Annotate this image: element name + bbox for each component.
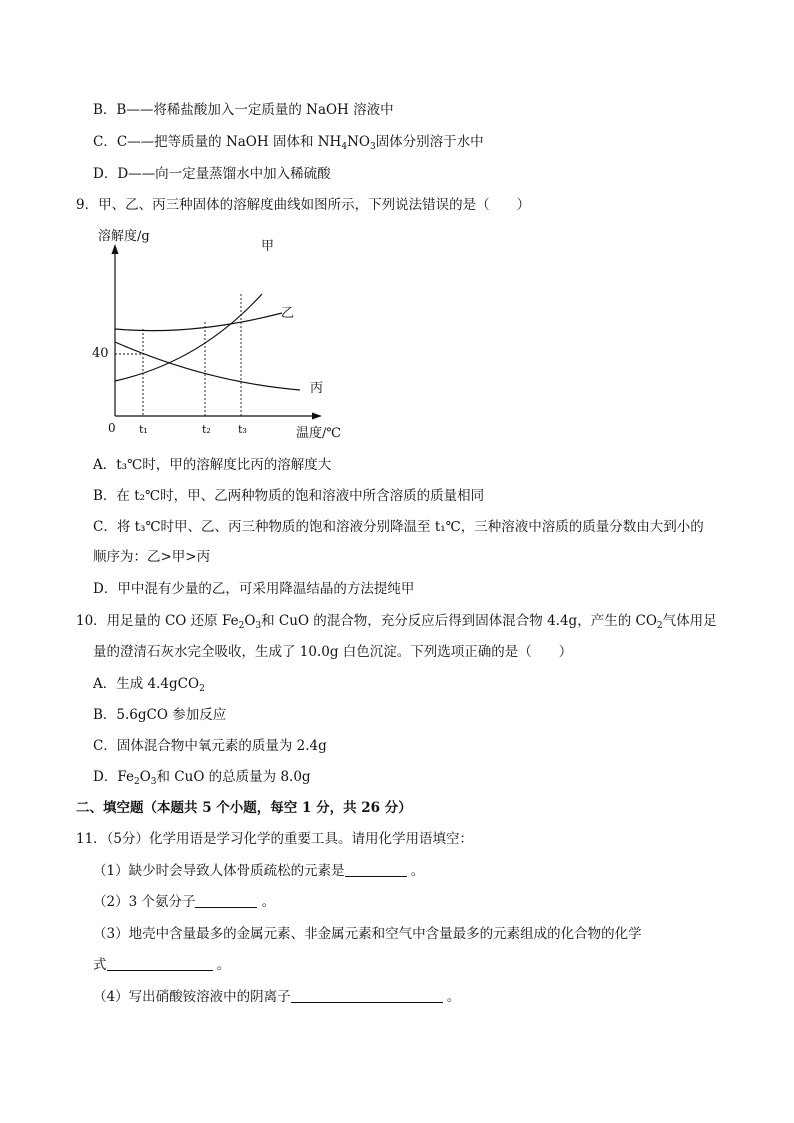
y-axis-label: 溶解度/g <box>98 229 150 244</box>
y-tick-label: 40 <box>92 346 109 361</box>
section-heading: 二、填空题（本题共 5 个小题，每空 1 分，共 26 分） <box>76 800 412 816</box>
q11-text: （2）3 个氨分子 <box>93 894 196 910</box>
subscript: 4 <box>341 142 348 152</box>
q8-option-c <box>93 133 484 151</box>
subscript: 2 <box>238 621 245 631</box>
q11-part2 <box>93 893 275 911</box>
q11-text: 。 <box>216 957 231 973</box>
subscript: 2 <box>656 621 663 631</box>
q11-text: （1）缺少时会导致人体骨质疏松的元素是 <box>93 863 345 879</box>
q10-text: O <box>244 613 256 629</box>
q11-stem: 11．（5分）化学用语是学习化学的重要工具。请用化学用语填空： <box>76 831 474 847</box>
q11-part1 <box>93 862 424 880</box>
q9-option-b: B．在 t₂℃时，甲、乙两种物质的饱和溶液中所含溶质的质量相同 <box>93 488 485 504</box>
subscript: 3 <box>369 142 376 152</box>
q9-option-c-line2: 顺序为：乙>甲>丙 <box>93 549 211 565</box>
q10-text: 和 CuO 的总质量为 8.0g <box>156 769 311 785</box>
q8-option-c-text: NO <box>347 134 370 150</box>
q10-text: 10．用足量的 CO 还原 Fe <box>76 613 239 629</box>
x-axis-arrow <box>312 413 322 420</box>
x-tick-label: t₁ <box>139 423 148 436</box>
q11-text: 。 <box>410 863 425 879</box>
x-tick-label: t₂ <box>202 423 211 436</box>
series-jia-curve <box>115 294 262 381</box>
x-axis-label: 温度/℃ <box>296 426 341 441</box>
q10-option-d <box>93 768 311 786</box>
q11-part4 <box>93 988 460 1006</box>
q10-option-a <box>93 675 205 693</box>
q10-option-c: C．固体混合物中氧元素的质量为 2.4g <box>93 738 327 754</box>
q9-option-c-line1: C．将 t₃℃时甲、乙、丙三种物质的饱和溶液分别降温至 t₁℃，三种溶液中溶质的质量分数由大到小的 <box>93 519 704 535</box>
answer-blank[interactable] <box>291 989 443 1003</box>
q11-text: 式 <box>93 957 107 973</box>
x-tick-label: t₃ <box>238 423 247 436</box>
q10-stem-line2: 量的澄清石灰水完全吸收，生成了 10.0g 白色沉淀。下列选项正确的是（ ） <box>93 644 573 660</box>
q10-stem-line1 <box>76 612 717 630</box>
q10-text: 和 CuO 的混合物，充分反应后得到固体混合物 4.4g，产生的 CO <box>261 613 657 629</box>
q9-stem: 9．甲、乙、丙三种固体的溶解度曲线如图所示，下列说法错误的是（ ） <box>76 197 531 213</box>
subscript: 3 <box>255 621 262 631</box>
answer-blank[interactable] <box>107 957 213 971</box>
q8-option-d: D．D——向一定量蒸馏水中加入稀硫酸 <box>93 166 331 182</box>
origin-label: 0 <box>108 421 116 435</box>
q8-option-c-text: 固体分别溶于水中 <box>375 134 484 150</box>
series-label-jia: 甲 <box>261 239 275 254</box>
q10-text: 气体用足 <box>662 613 717 629</box>
subscript: 3 <box>150 777 157 787</box>
q9-option-d: D．甲中混有少量的乙，可采用降温结晶的方法提纯甲 <box>93 581 415 597</box>
q10-option-b: B．5.6gCO 参加反应 <box>93 707 227 723</box>
y-axis-arrow <box>112 244 119 254</box>
q11-text: 。 <box>446 989 461 1005</box>
q10-text: O <box>139 769 151 785</box>
subscript: 2 <box>199 684 205 694</box>
q11-text: 。 <box>261 894 276 910</box>
series-label-bing: 丙 <box>310 381 324 396</box>
q10-text: D．Fe <box>93 769 134 785</box>
q8-option-c-text: C．C——把等质量的 NaOH 固体和 NH <box>93 134 342 150</box>
answer-blank[interactable] <box>345 863 407 877</box>
answer-blank[interactable] <box>195 894 257 908</box>
series-yi-curve <box>115 313 282 331</box>
subscript: 2 <box>133 777 140 787</box>
q11-text: （4）写出硝酸铵溶液中的阴离子 <box>93 989 291 1005</box>
series-label-yi: 乙 <box>281 306 295 321</box>
q11-part3-line1: （3）地壳中含量最多的金属元素、非金属元素和空气中含量最多的元素组成的化合物的化学 <box>93 926 642 942</box>
q8-option-b: B．B——将稀盐酸加入一定质量的 NaOH 溶液中 <box>93 102 394 118</box>
q9-option-a: A．t₃℃时，甲的溶解度比丙的溶解度大 <box>93 457 332 473</box>
q10-text: A．生成 4.4gCO <box>93 676 200 692</box>
solubility-chart <box>88 224 358 444</box>
q11-part3-line2 <box>93 956 230 974</box>
